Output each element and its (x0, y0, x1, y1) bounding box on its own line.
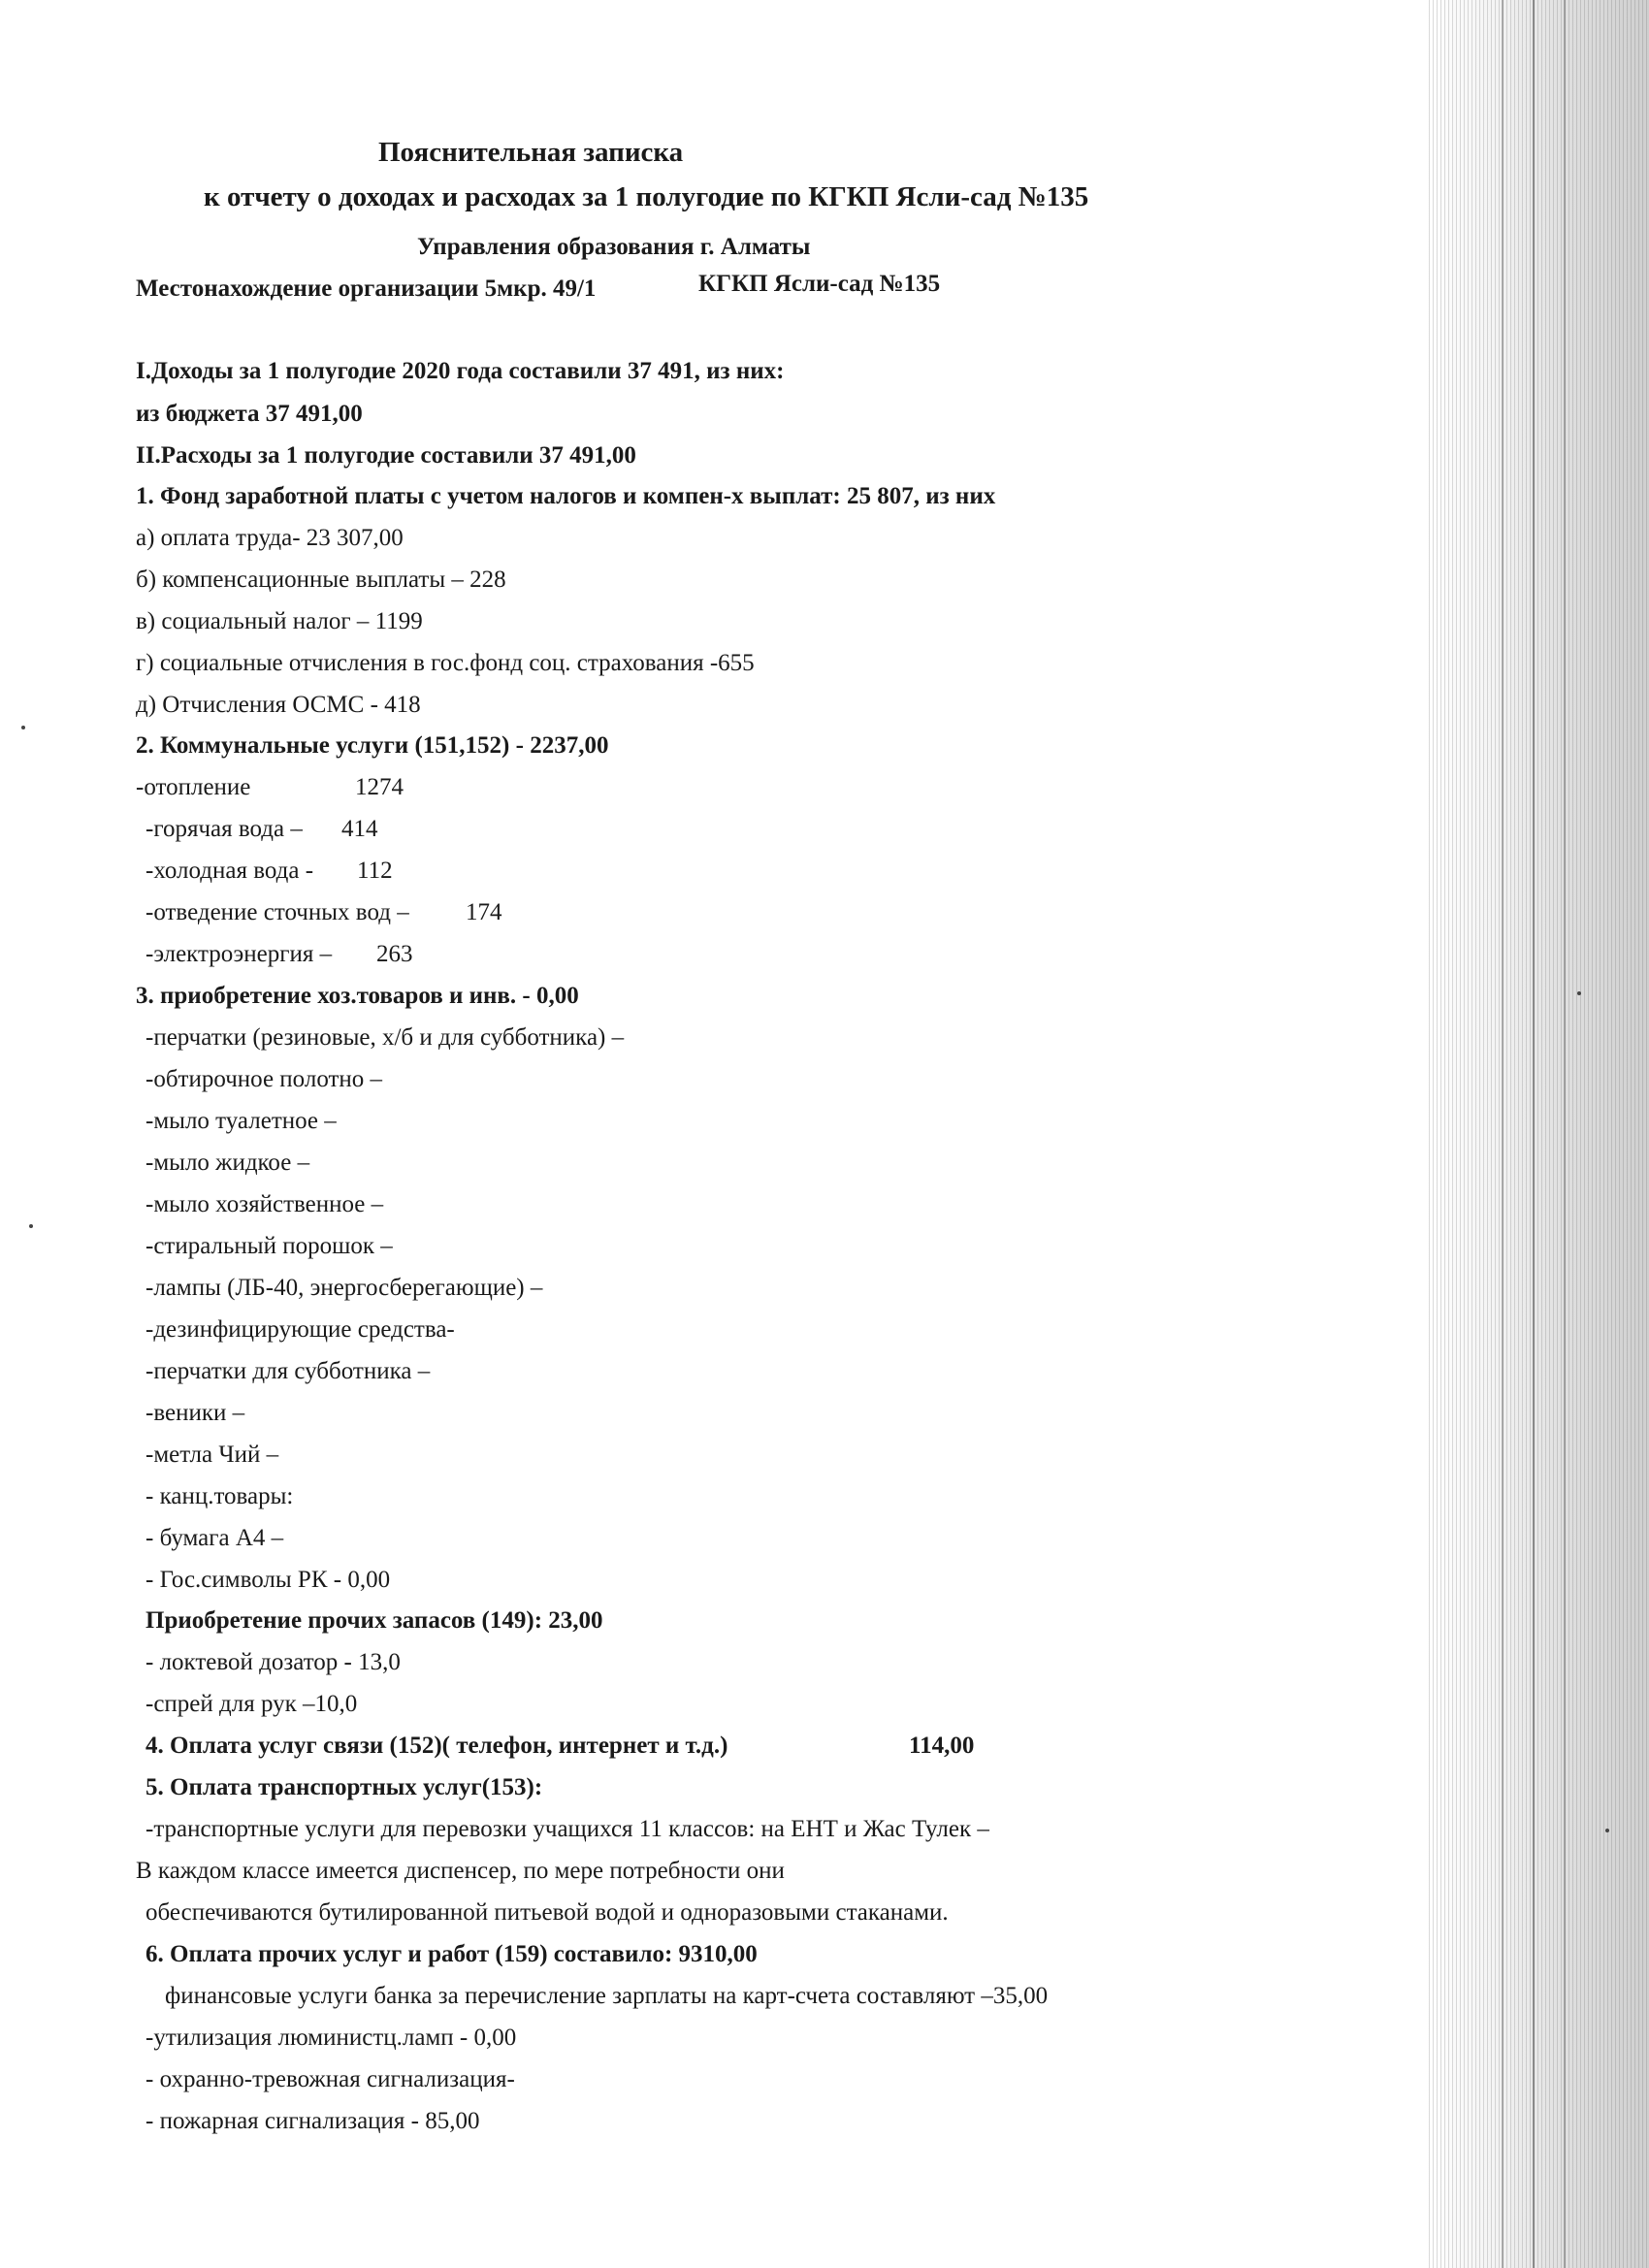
supply-item: -мыло туалетное – (146, 1108, 337, 1134)
supply-item: -перчатки для субботника – (146, 1358, 431, 1384)
supply-item: -обтирочное полотно – (146, 1066, 383, 1092)
utility-value: 1274 (355, 774, 404, 800)
utility-label: -отведение сточных вод – (146, 899, 409, 925)
scan-edge-line (1502, 0, 1504, 2268)
payroll-item: д) Отчисления ОСМС - 418 (136, 692, 421, 718)
other-services-item: -утилизация люминистц.ламп - 0,00 (146, 2025, 517, 2051)
utility-value: 414 (341, 816, 378, 842)
transport-heading: 5. Оплата транспортных услуг(153): (146, 1774, 543, 1800)
utility-value: 263 (376, 941, 413, 967)
supply-item: - канц.товары: (146, 1483, 294, 1509)
document-title: Пояснительная записка (378, 137, 684, 168)
scan-edge-line (1533, 0, 1535, 2268)
supply-item: - Гос.символы РК - 0,00 (146, 1567, 391, 1593)
utility-value: 112 (357, 858, 393, 884)
supply-item: -мыло хозяйственное – (146, 1191, 384, 1217)
transport-line: -транспортные услуги для перевозки учащихся 11 классов: на ЕНТ и Жас Тулек – (146, 1816, 989, 1842)
income-heading: I.Доходы за 1 полугодие 2020 года составили 37 491, из них: (136, 358, 785, 384)
communication-value: 114,00 (909, 1733, 975, 1759)
payroll-item: а) оплата труда- 23 307,00 (136, 525, 404, 551)
supply-item: -перчатки (резиновые, х/б и для субботника) – (146, 1024, 625, 1051)
supply-item: -метла Чий – (146, 1442, 279, 1468)
scan-edge-line (1564, 0, 1566, 2268)
payroll-item: в) социальный налог – 1199 (136, 608, 423, 634)
utility-label: -электроэнергия – (146, 941, 333, 967)
utility-label: -горячая вода – (146, 816, 303, 842)
payroll-heading: 1. Фонд заработной платы с учетом налогов и компен-х выплат: 25 807, из них (136, 483, 996, 509)
document-subtitle: к отчету о доходах и расходах за 1 полугодие по КГКП Ясли-сад №135 (204, 181, 1089, 212)
location-org: КГКП Ясли-сад №135 (698, 271, 941, 297)
utility-value: 174 (466, 899, 502, 925)
scan-speck (29, 1224, 33, 1228)
payroll-item: г) социальные отчисления в гос.фонд соц. страхования -655 (136, 650, 755, 676)
transport-line: В каждом классе имеется диспенсер, по мере потребности они (136, 1858, 785, 1884)
income-budget: из бюджета 37 491,00 (136, 401, 363, 427)
supply-item: -стиральный порошок – (146, 1233, 393, 1259)
scan-speck (1605, 1829, 1609, 1832)
payroll-item: б) компенсационные выплаты – 228 (136, 567, 506, 593)
utility-label: -отопление (136, 774, 251, 800)
communication-heading: 4. Оплата услуг связи (152)( телефон, интернет и т.д.) (146, 1733, 728, 1759)
supplies-heading: 3. приобретение хоз.товаров и инв. - 0,00 (136, 983, 579, 1009)
transport-line: обеспечиваются бутилированной питьевой водой и одноразовыми стаканами. (146, 1899, 949, 1926)
utility-label: -холодная вода - (146, 858, 314, 884)
other-services-item: - охранно-тревожная сигнализация- (146, 2066, 515, 2092)
other-services-heading: 6. Оплата прочих услуг и работ (159) составило: 9310,00 (146, 1941, 758, 1967)
supply-item: -мыло жидкое – (146, 1150, 310, 1176)
scan-edge-shadow (1426, 0, 1649, 2268)
supply-item: - бумага А4 – (146, 1525, 284, 1551)
location-label: Местонахождение организации 5мкр. 49/1 (136, 275, 597, 302)
other-services-item: финансовые услуги банка за перечисление зарплаты на карт-счета составляют –35,00 (165, 1983, 1049, 2009)
scan-speck (1577, 991, 1581, 995)
supply-item: -лампы (ЛБ-40, энергосберегающие) – (146, 1275, 543, 1301)
supply-item: -веники – (146, 1400, 245, 1426)
other-stock-item: - локтевой дозатор - 13,0 (146, 1649, 401, 1675)
expenses-heading: II.Расходы за 1 полугодие составили 37 491,00 (136, 442, 636, 469)
scan-speck (21, 726, 25, 729)
other-services-item: - пожарная сигнализация - 85,00 (146, 2108, 480, 2134)
utilities-heading: 2. Коммунальные услуги (151,152) - 2237,00 (136, 732, 609, 759)
other-stock-heading: Приобретение прочих запасов (149): 23,00 (146, 1607, 603, 1634)
other-stock-item: -спрей для рук –10,0 (146, 1691, 358, 1717)
supply-item: -дезинфицирующие средства- (146, 1316, 455, 1343)
department-line: Управления образования г. Алматы (417, 234, 811, 260)
